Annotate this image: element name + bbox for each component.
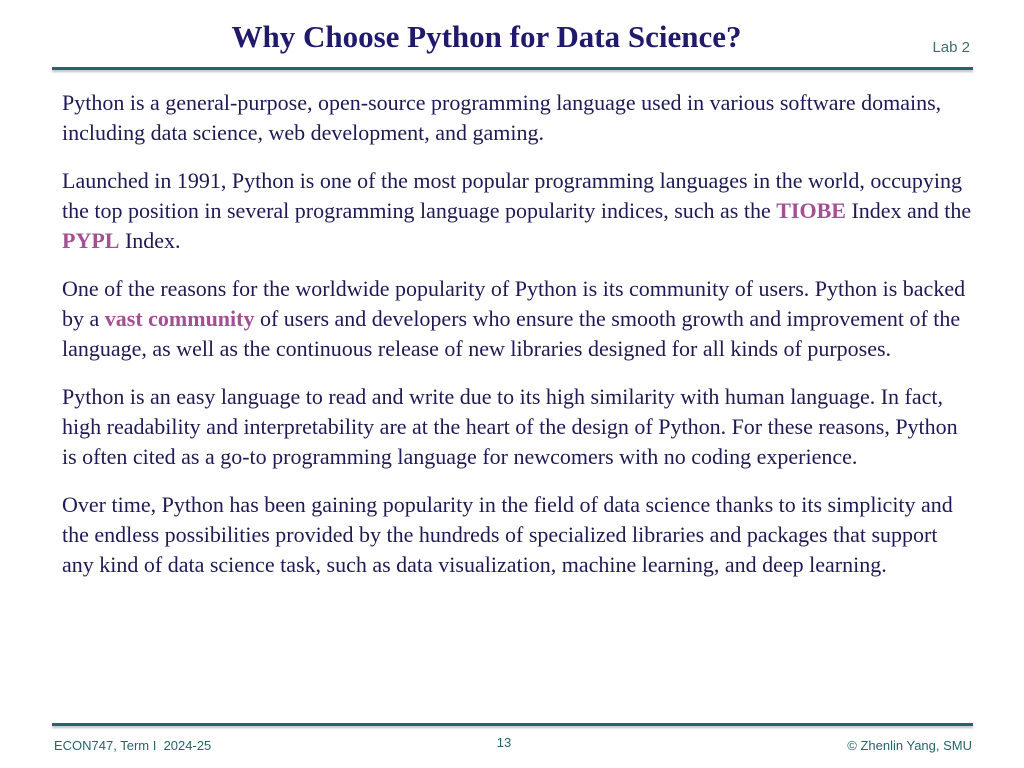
paragraph-intro (62, 88, 972, 148)
highlight-vast-community: vast community (104, 306, 255, 331)
paragraph-community (62, 274, 972, 364)
lab-label: Lab 2 (932, 39, 970, 56)
paragraph-data-science (62, 490, 972, 580)
paragraph-popularity (62, 166, 972, 256)
paragraph-community-text-2: of users and developers who ensure the smooth growth and improvement of the language, as well as the continuous release of new libraries designed for all kinds of purposes. (62, 306, 961, 361)
slide-body (62, 88, 972, 598)
footer-divider (52, 723, 973, 726)
paragraph-popularity-text-1: Launched in 1991, Python is one of the most popular programming languages in the world, occupying the top position in several programming language popularity indices, such as the (62, 168, 963, 223)
highlight-tiobe: TIOBE (776, 198, 846, 223)
paragraph-popularity-text-2: Index and the (845, 198, 972, 223)
paragraph-readability-text: Python is an easy language to read and write due to its high similarity with human language. In fact, high readability and interpretability are at the heart of the design of Python. For these reasons, Python is often cited as a go-to programming language for newcomers with no coding experience. (62, 384, 958, 469)
page-number: 13 (496, 735, 512, 750)
paragraph-readability (62, 382, 972, 472)
paragraph-intro-text: Python is a general-purpose, open-source programming language used in various software domains, including data science, web development, and gaming. (62, 90, 942, 145)
paragraph-popularity-text-3: Index. (119, 228, 181, 253)
highlight-pypl: PYPL (62, 228, 120, 253)
paragraph-community-text-1: One of the reasons for the worldwide popularity of Python is its community of users. Python is backed by a (62, 276, 966, 331)
footer-copyright: © Zhenlin Yang, SMU (847, 738, 972, 753)
paragraph-data-science-text: Over time, Python has been gaining popularity in the field of data science thanks to its simplicity and the endless possibilities provided by the hundreds of specialized libraries and packages that support any kind of data science task, such as data visualization, machine learning, and deep learning. (62, 492, 953, 577)
header-divider (52, 67, 973, 70)
slide-title: Why Choose Python for Data Science? (231, 19, 742, 54)
footer-course: ECON747, Term I 2024-25 (54, 738, 212, 753)
